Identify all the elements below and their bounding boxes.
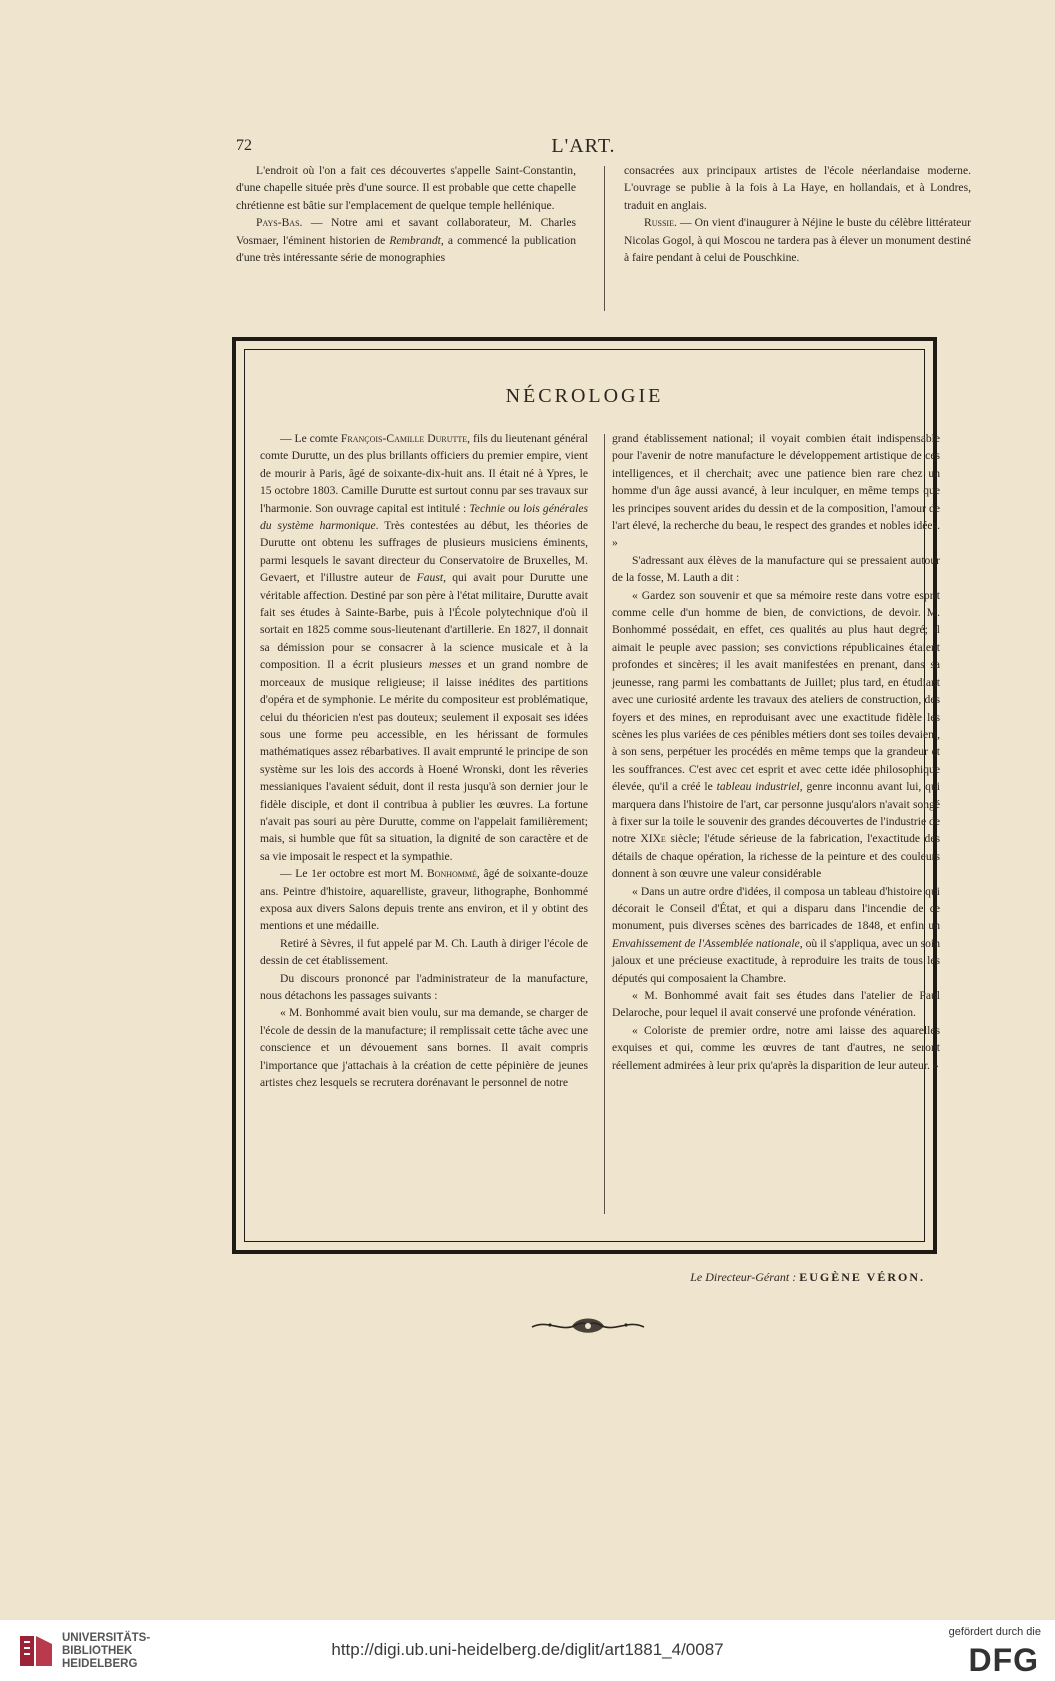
text-run: , où il s'appliqua, avec un soin jaloux et une précieuse exactitude, à reproduire les traits de tous les députés qui composaient la Chambre. xyxy=(612,936,940,985)
souvenir-paragraph xyxy=(612,587,940,883)
editor-signature xyxy=(690,1270,925,1285)
century-numeral: XIXe xyxy=(640,832,666,846)
delaroche-paragraph: « M. Bonhommé avait fait ses études dans l'atelier de Paul Delaroche, pour lequel il avait conservé une profonde vénération. xyxy=(612,989,940,1020)
text-run: « Gardez son souvenir et que sa mémoire reste dans votre esprit comme celle d'un homme de bien, de convictions, de devoir. M. Bonhommé possédait, en effet, ces qualités au plus haut degré; il aimait le peuple avec passion; ses convictions républicaines étaient profondes et sincères; il les avait manifestées en prenant, dans sa jeunesse, rang parmi les combattants de Juillet; plus tard, en étudiant avec une curiosité ardente les travaux des ateliers de construction, des foyers et des mines, en reproduisant avec une exactitude fidèle les scènes les plus variées de ces pénibles métiers dont ses toiles devaient, à son sens, perpétuer les procédés en même temps que la grandeur et les souffrances. C'est avec cet esprit et avec cette idée philosophique élevée, qu'il a créé le xyxy=(612,588,940,794)
durutte-paragraph xyxy=(260,430,588,865)
italic-title: Envahissement de l'Assemblée nationale xyxy=(612,936,800,950)
funder-label: gefördert durch die xyxy=(948,1626,1041,1638)
italic-title: Rembrandt xyxy=(389,233,441,247)
section-label: Russie. xyxy=(644,216,677,230)
top-right-column xyxy=(624,162,971,266)
column-divider xyxy=(604,434,605,1214)
signature-role: Le Directeur-Gérant : xyxy=(690,1270,797,1284)
permalink[interactable]: http://digi.ub.uni-heidelberg.de/diglit/art1881_4/0087 xyxy=(331,1640,724,1659)
italic-title: Faust xyxy=(416,571,444,585)
necrologie-left-column xyxy=(260,430,588,1091)
histoire-paragraph xyxy=(612,883,940,987)
lauth-paragraph: S'adressant aux élèves de la manufacture qui se pressaient autour de la fosse, M. Lauth a dit : xyxy=(612,553,940,585)
dfg-logo: DFG xyxy=(968,1642,1039,1678)
text-run: . Très contestées au début, les théories de Durutte ont obtenu les suffrages de plusieurs musiciens éminents, parmi lesquels le savant directeur du Conservatoire de Bruxelles, M. Gevaert, et l'illustre auteur de xyxy=(260,519,588,585)
russie-paragraph xyxy=(624,214,971,266)
section-label: Pays-Bas. xyxy=(256,216,303,230)
top-right-paragraph: consacrées aux principaux artistes de l'école néerlandaise moderne. L'ouvrage se publie à la fois à La Haye, en hollandais, et à Londres, traduit en anglais. xyxy=(624,164,971,212)
italic-title: messes xyxy=(429,658,462,672)
page-number: 72 xyxy=(236,137,252,154)
text-run: — Le xyxy=(280,867,312,881)
discours-paragraph: Du discours prononcé par l'administrateur de la manufacture, nous détachons les passages suivants : xyxy=(260,971,588,1002)
date-ordinal: 1er xyxy=(311,867,326,881)
person-name: Bonhommé xyxy=(426,867,477,881)
text-run: , a commencé la publication d'une très intéressante série de monographies xyxy=(236,233,576,265)
quote-paragraph: « M. Bonhommé avait bien voulu, sur ma demande, se charger de l'école de dessin de la manufacture; il remplissait cette tâche avec une conscience et un dévouement sans bornes. Il avait compris l'importance que j'attachais à la création de cette pépinière de jeunes artistes chez lesquels se recrutera dorénavant le personnel de notre xyxy=(260,1006,588,1090)
journal-title: L'ART. xyxy=(551,135,616,157)
italic-title: tableau industriel xyxy=(716,780,800,794)
text-run: , fils du lieutenant général comte Durutte, un des plus brillants officiers du premier empire, vient de mourir à Paris, âgé de soixante-dix-huit ans. Il était né à Ypres, le 15 octobre 1803. Camille Durutte est surtout connu par ses travaux sur l'harmonie. Son ouvrage capital est intitulé : xyxy=(260,432,588,515)
text-run: « Dans un autre ordre d'idées, il composa un tableau d'histoire qui décorait le Conseil d'État, et qui a disparu dans l'incendie de ce monument, puis diverses scènes des barricades de 1848, et enfin un xyxy=(612,884,940,933)
person-name: François-Camille Durutte xyxy=(340,432,468,445)
pays-bas-paragraph xyxy=(236,214,576,266)
text-run: , âgé de soixante-douze ans. Peintre d'histoire, aquarelliste, graveur, lithographe, Bonhommé exposa aux divers Salons depuis trente ans environ, et il y obtint des mentions et une médaille. xyxy=(260,867,588,933)
bonhomme-paragraph xyxy=(260,865,588,935)
text-run: octobre est mort M. xyxy=(325,867,427,881)
library-line: HEIDELBERG xyxy=(62,1658,138,1670)
italic-title: Technie ou lois générales du système harmonique xyxy=(260,501,588,533)
top-left-column xyxy=(236,162,576,266)
tailpiece-ornament-icon xyxy=(528,1313,648,1339)
text-run: — On vient d'inaugurer à Néjine le buste du célèbre littérateur Nicolas Gogol, à qui Moscou ne tardera pas à élever un monument destiné à faire pendant à celui de Pouschkine. xyxy=(624,216,971,265)
digitization-footer xyxy=(0,1620,1055,1681)
column-divider xyxy=(604,166,605,311)
text-run: , genre inconnu avant lui, qui marquera dans l'histoire de l'art, car personne jusqu'alors n'avait songé à fixer sur la toile le souvenir des grandes découvertes de l'industrie de notre xyxy=(612,780,940,846)
coloriste-paragraph: « Coloriste de premier ordre, notre ami laisse des aquarelles exquises et qui, comme les œuvres de tant d'autres, ne seront réellement admirées à leur prix qu'après la disparition de leur auteur. » xyxy=(612,1023,940,1072)
text-run: siècle; l'étude sérieuse de la fabrication, l'exactitude des détails de chaque opération, la richesse de la peinture et des couleurs donnent à son œuvre une valeur considérable xyxy=(612,832,940,881)
signature-name: EUGÈNE VÉRON. xyxy=(799,1270,925,1284)
text-run: , qui avait pour Durutte une véritable affection. Destiné par son père à l'état militaire, Durutte avait fait ses études à Sainte-Barbe, puis à l'École polytechnique d'où il sortait en 1825 comme sous-lieutenant d'artillerie. En 1827, il donnait sa démission pour se consacrer à la science musicale et à la composition. Il a écrit plusieurs xyxy=(260,571,588,672)
necrologie-title: NÉCROLOGIE xyxy=(505,385,664,407)
library-line: BIBLIOTHEK xyxy=(62,1645,133,1657)
text-run: et un grand nombre de morceaux de musique religieuse; il laisse inédites des partitions d'opéra et de symphonie. Le mérite du compositeur est problématique, celui du théoricien n'est pas douteux; seulement il exposait ses idées sous une forme peu accessible, en les hérissant de formules mathématiques assez rébarbatives. Il avait emprunté le principe de son système sur les lois des accords à Hoené Wronski, dont les rêveries messianiques l'avaient séduit, dont il resta jusqu'à son dernier jour le fidèle disciple, et dont il contribua à publier les œuvres. La fortune n'avait pas souri au père Durutte, comme on l'appelait familièrement; mais, si humble que fût sa situation, la dignité de son caractère et de sa vie imposait le respect et la sympathie. xyxy=(260,658,588,863)
continuation-paragraph: grand établissement national; il voyait combien était indispensable pour l'avenir de notre manufacture le développement artistique de ces intelligences, et il cherchait; avec une patience bien rare chez un homme d'un âge aussi avancé, à leur inculquer, en même temps que les principes souvent arides du dessin et de la composition, l'amour de l'art élevé, la recherche du beau, le respect des grandes et nobles idées. » xyxy=(612,432,940,550)
necrologie-right-column xyxy=(612,430,940,1074)
text-run: — Le comte xyxy=(280,432,341,445)
running-head xyxy=(236,137,931,161)
sevres-paragraph: Retiré à Sèvres, il fut appelé par M. Ch. Lauth à diriger l'école de dessin de cet établissement. xyxy=(260,936,588,968)
library-line: UNIVERSITÄTS- xyxy=(62,1632,151,1644)
text-run: — Notre ami et savant collaborateur, M. Charles Vosmaer, l'éminent historien de xyxy=(236,216,576,247)
top-left-paragraph: L'endroit où l'on a fait ces découvertes s'appelle Saint-Constantin, d'une chapelle située près d'une source. Il est probable que cette chapelle chrétienne est bâtie sur l'emplacement de quelque temple hellénique. xyxy=(236,164,576,212)
